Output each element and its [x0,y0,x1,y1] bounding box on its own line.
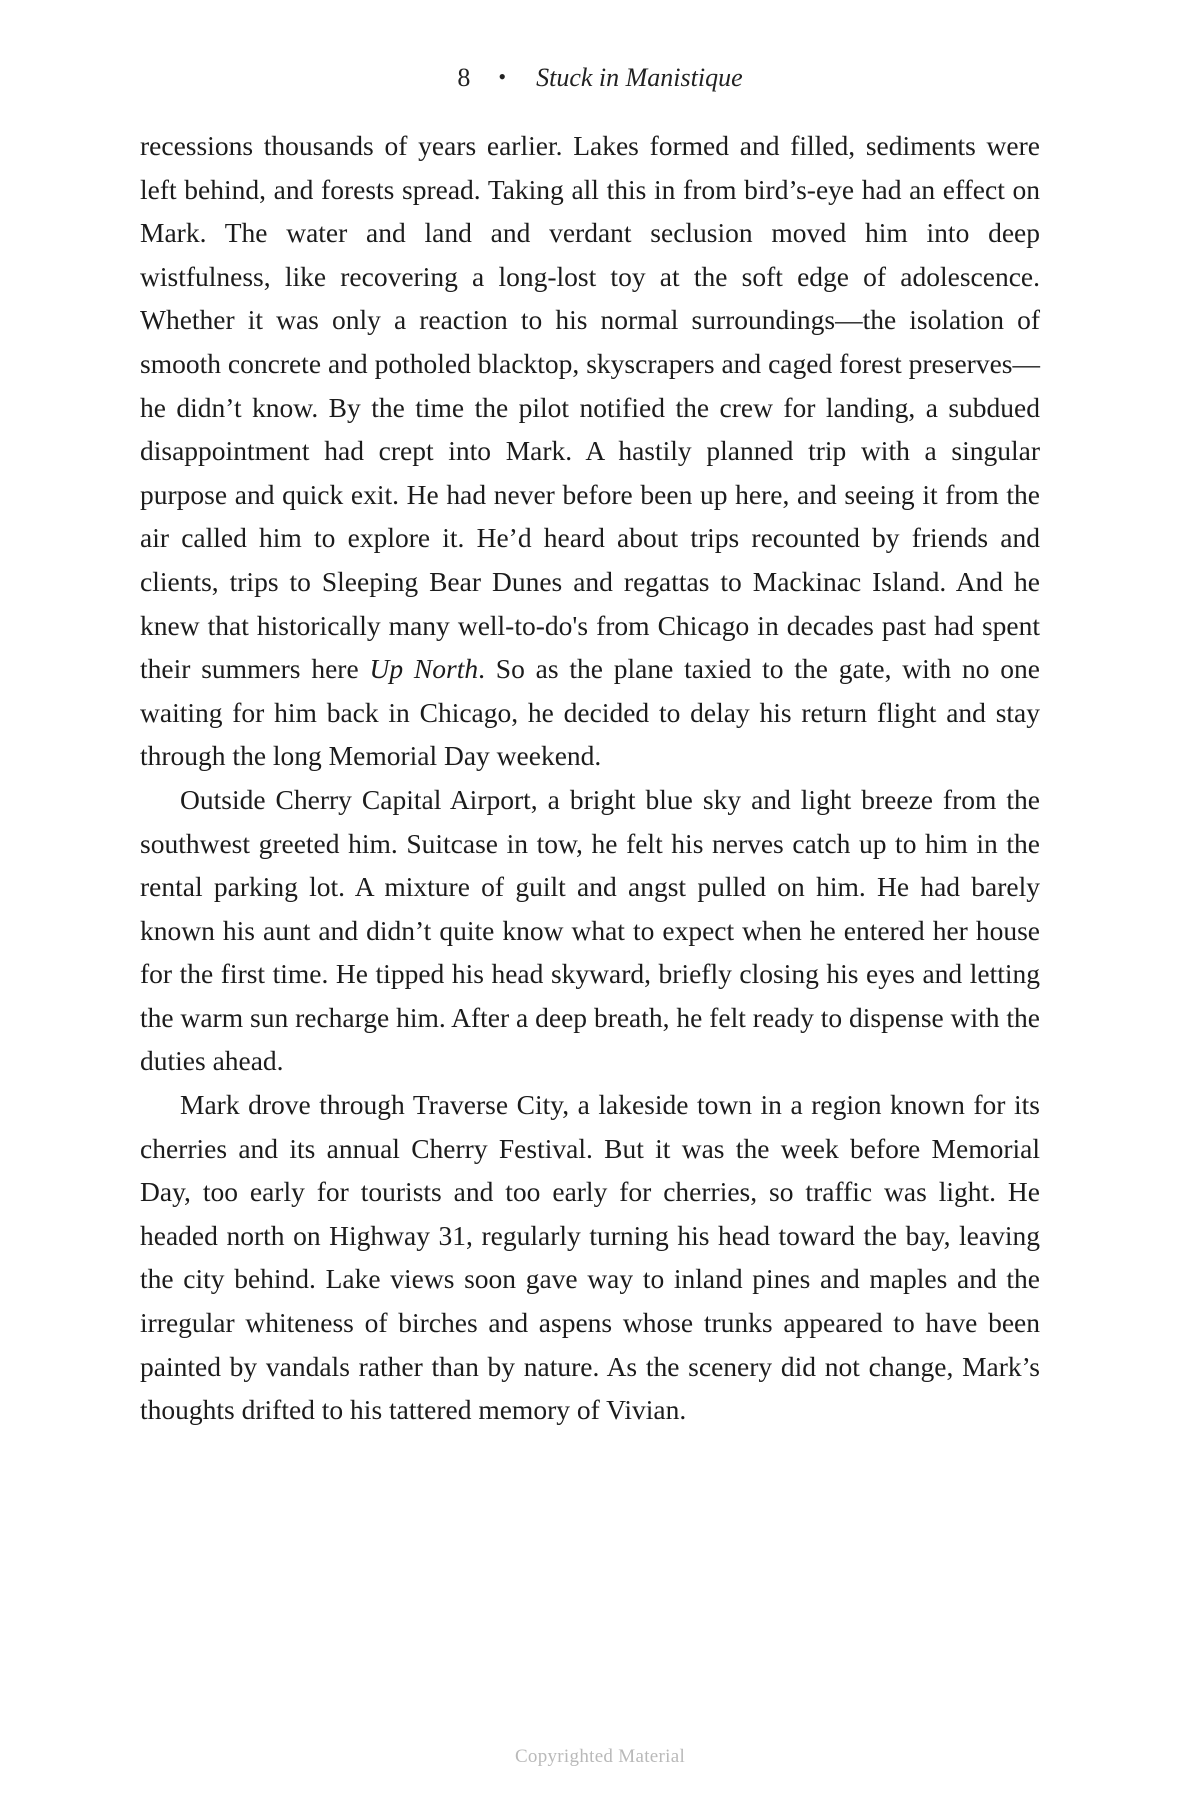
header-separator: • [498,64,507,89]
page-number: 8 [457,63,471,92]
text-segment: recessions thousands of years earlier. Lakes formed and filled, sediments were left behind, and forests spread. Taking all this in from bird’s-eye had an effect on Mark. The water and land and verdant seclusion moved him into deep wistfulness, like recovering a long-lost toy at the soft edge of adolescence. Whether it was only a reaction to his normal surroundings—the isolation of smooth concrete and potholed blacktop, skyscrapers and caged forest preserves—he didn’t know. By the time the pilot notified the crew for landing, a subdued disappointment had crept into Mark. A hastily planned trip with a singular purpose and quick exit. He had never before been up here, and seeing it from the air called him to explore it. He’d heard about trips recounted by friends and clients, trips to Sleeping Bear Dunes and regattas to Mackinac Island. And he knew that historically many well-to-do's from Chicago in decades past had spent their summers here [140,130,1040,685]
text-segment: Outside Cherry Capital Airport, a bright blue sky and light breeze from the southwest greeted him. Suitcase in tow, he felt his nerves catch up to him in the rental parking lot. A mixture of guilt and angst pulled on him. He had barely known his aunt and didn’t quite know what to expect when he entered her house for the first time. He tipped his head skyward, briefly closing his eyes and letting the warm sun recharge him. After a deep breath, he felt ready to dispense with the duties ahead. [140,783,1040,1077]
paragraph-2 [140,778,1040,1083]
text-segment: . So as the plane taxied to the gate, with no one waiting for him back in Chicago, he decided to delay his return flight and stay through the long Memorial Day weekend. [140,653,1041,772]
text-segment: Mark drove through Traverse City, a lakeside town in a region known for its cherries and its annual Cherry Festival. But it was the week before Memorial Day, too early for tourists and too early for cherries, so traffic was light. He headed north on Highway 31, regularly turning his head toward the bay, leaving the city behind. Lake views soon gave way to inland pines and maples and the irregular whiteness of birches and aspens whose trunks appeared to have been painted by vandals rather than by nature. As the scenery did not change, Mark’s thoughts drifted to his tattered memory of Vivian. [140,1089,1040,1426]
book-title: Stuck in Manistique [536,63,743,92]
body-text [140,124,1040,1432]
paragraph-1 [140,124,1040,778]
paragraph-3 [140,1083,1040,1432]
text-segment-italic: Up North [369,653,479,685]
running-header [0,62,1200,95]
copyright-watermark: Copyrighted Material [514,1746,686,1767]
